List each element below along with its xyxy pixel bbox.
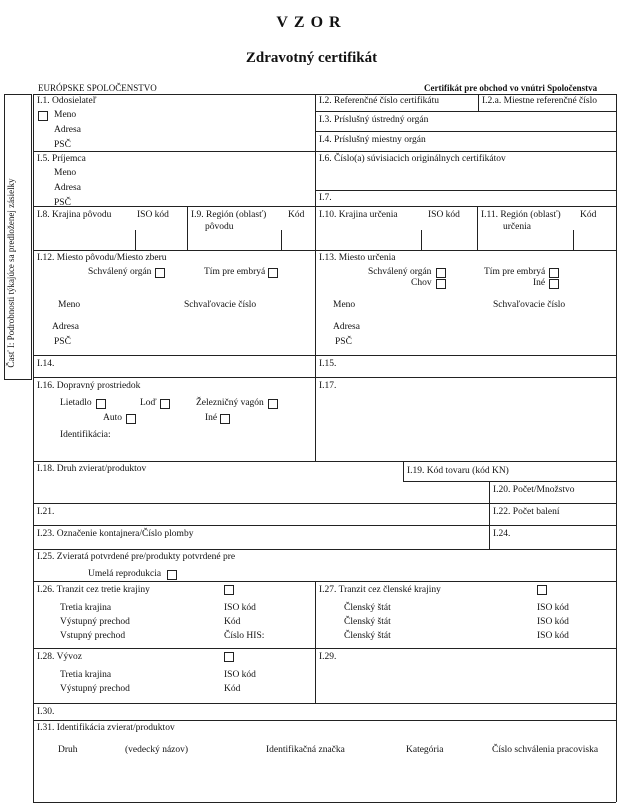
i27-clensky-1: Členský štát bbox=[344, 603, 391, 613]
i27-iso-3: ISO kód bbox=[537, 631, 569, 641]
i7-label: I.7. bbox=[319, 193, 332, 203]
row-line bbox=[315, 131, 616, 132]
row-line bbox=[33, 549, 616, 550]
i25-label: I.25. Zvieratá potvrdené pre/produkty potvrdené pre bbox=[37, 552, 236, 562]
side-label: Časť I: Podrobnosti týkajúce sa predloženej zásielky bbox=[6, 178, 16, 368]
row-line bbox=[33, 206, 616, 207]
i13-ine-checkbox[interactable] bbox=[549, 279, 559, 289]
row-line bbox=[33, 355, 616, 356]
row-line bbox=[33, 581, 616, 582]
i10-iso: ISO kód bbox=[428, 210, 460, 220]
i28-vystupny: Výstupný prechod bbox=[60, 684, 130, 694]
i26-kod: Kód bbox=[224, 617, 241, 627]
i13-chov: Chov bbox=[411, 278, 432, 288]
i13-tim: Tím pre embryá bbox=[484, 267, 546, 277]
i14-label: I.14. bbox=[37, 359, 55, 369]
i9-label2: pôvodu bbox=[205, 222, 234, 232]
i26-vystupny: Výstupný prechod bbox=[60, 617, 130, 627]
certificate-title: Zdravotný certifikát bbox=[245, 50, 378, 66]
row-line bbox=[33, 648, 616, 649]
i13-tim-checkbox[interactable] bbox=[549, 268, 559, 278]
row-line bbox=[403, 481, 616, 482]
i28-tretia: Tretia krajina bbox=[60, 670, 112, 680]
i29-label: I.29. bbox=[319, 652, 337, 662]
i31-kategoria: Kategória bbox=[406, 745, 444, 755]
i25-umela-checkbox[interactable] bbox=[167, 570, 177, 580]
i28-kod: Kód bbox=[224, 684, 241, 694]
i22-label: I.22. Počet balení bbox=[493, 507, 560, 517]
i16-label: I.16. Dopravný prostriedok bbox=[37, 381, 141, 391]
i12-meno: Meno bbox=[58, 300, 81, 310]
row-line bbox=[33, 503, 616, 504]
frame-bottom bbox=[33, 802, 616, 803]
i13-schvaleny-checkbox[interactable] bbox=[436, 268, 446, 278]
col-line bbox=[403, 461, 404, 481]
i31-vedecky: (vedecký názov) bbox=[125, 745, 189, 755]
i26-checkbox[interactable] bbox=[224, 585, 234, 595]
i11-kod: Kód bbox=[580, 210, 597, 220]
col-line bbox=[489, 481, 490, 549]
i12-label: I.12. Miesto pôvodu/Miesto zberu bbox=[37, 253, 167, 263]
row-line bbox=[33, 151, 315, 152]
i11-label: I.11. Región (oblasť) bbox=[481, 210, 561, 220]
i11-label2: určenia bbox=[503, 222, 531, 232]
i16-lietadlo: Lietadlo bbox=[60, 398, 92, 408]
i3-label: I.3. Príslušný ústredný orgán bbox=[319, 115, 429, 125]
i12-tim-checkbox[interactable] bbox=[268, 268, 278, 278]
i12-adresa: Adresa bbox=[52, 322, 79, 332]
i12-schval-cislo: Schvaľovacie číslo bbox=[184, 300, 257, 310]
i16-identifikacia: Identifikácia: bbox=[60, 430, 111, 440]
frame-top bbox=[33, 94, 616, 95]
i16-ine: Iné bbox=[205, 413, 218, 423]
i12-tim: Tím pre embryá bbox=[204, 267, 266, 277]
i8-label: I.8. Krajina pôvodu bbox=[37, 210, 112, 220]
i31-druh: Druh bbox=[58, 745, 78, 755]
i23-label: I.23. Označenie kontajnera/Číslo plomby bbox=[37, 529, 194, 539]
i27-label: I.27. Tranzit cez členské krajiny bbox=[319, 585, 441, 595]
i31-label: I.31. Identifikácia zvierat/produktov bbox=[37, 723, 175, 733]
i26-iso: ISO kód bbox=[224, 603, 256, 613]
i9-kod: Kód bbox=[288, 210, 305, 220]
row-line bbox=[315, 190, 616, 191]
i28-checkbox[interactable] bbox=[224, 652, 234, 662]
i28-label: I.28. Vývoz bbox=[37, 652, 82, 662]
frame-right bbox=[616, 94, 617, 802]
mid-divider-top bbox=[315, 94, 316, 461]
i17-label: I.17. bbox=[319, 381, 337, 391]
i4-label: I.4. Príslušný miestny orgán bbox=[319, 135, 426, 145]
i16-ine-checkbox[interactable] bbox=[220, 414, 230, 424]
col-line bbox=[421, 230, 422, 250]
i25-umela: Umelá reprodukcia bbox=[88, 569, 162, 579]
community-label: EURÓPSKE SPOLOČENSTVO bbox=[38, 83, 157, 93]
i13-meno: Meno bbox=[333, 300, 356, 310]
i28-iso: ISO kód bbox=[224, 670, 256, 680]
i5-meno: Meno bbox=[54, 168, 77, 178]
i13-chov-checkbox[interactable] bbox=[436, 279, 446, 289]
i1-psc: PSČ bbox=[54, 140, 71, 150]
i12-schvaleny-checkbox[interactable] bbox=[155, 268, 165, 278]
frame-left bbox=[33, 94, 34, 802]
i5-adresa: Adresa bbox=[54, 183, 81, 193]
i26-vstupny: Vstupný prechod bbox=[60, 631, 126, 641]
i1-adresa: Adresa bbox=[54, 125, 81, 135]
i21-label: I.21. bbox=[37, 507, 55, 517]
i26-label: I.26. Tranzit cez tretie krajiny bbox=[37, 585, 150, 595]
col-line bbox=[315, 581, 316, 703]
i2a-label: I.2.a. Miestne referenčné číslo bbox=[482, 96, 598, 106]
i16-auto-checkbox[interactable] bbox=[126, 414, 136, 424]
i1-checkbox[interactable] bbox=[38, 111, 48, 121]
i16-vagon: Železničný vagón bbox=[196, 398, 264, 408]
row-line bbox=[315, 111, 616, 112]
i18-label: I.18. Druh zvierat/produktov bbox=[37, 464, 147, 474]
i13-ine: Iné bbox=[533, 278, 546, 288]
i27-clensky-2: Členský štát bbox=[344, 617, 391, 627]
i16-lod-checkbox[interactable] bbox=[160, 399, 170, 409]
i13-adresa: Adresa bbox=[333, 322, 360, 332]
col-line bbox=[573, 230, 574, 250]
i26-tretia: Tretia krajina bbox=[60, 603, 112, 613]
col-line bbox=[135, 230, 136, 250]
i13-schvaleny: Schválený orgán bbox=[368, 267, 432, 277]
i13-schval-cislo: Schvaľovacie číslo bbox=[493, 300, 566, 310]
row-line bbox=[33, 461, 616, 462]
i12-schvaleny: Schválený orgán bbox=[88, 267, 152, 277]
col-line bbox=[281, 230, 282, 250]
row-line bbox=[33, 377, 616, 378]
i24-label: I.24. bbox=[493, 529, 511, 539]
col-line bbox=[187, 206, 188, 250]
i5-label: I.5. Príjemca bbox=[37, 154, 86, 164]
i1-meno: Meno bbox=[54, 110, 77, 120]
i5-psc: PSČ bbox=[54, 198, 71, 208]
certificate-type-label: Certifikát pre obchod vo vnútri Spoločenstva bbox=[424, 83, 598, 93]
i31-pracovisko: Číslo schválenia pracoviska bbox=[492, 745, 599, 755]
i8-iso: ISO kód bbox=[137, 210, 169, 220]
i15-label: I.15. bbox=[319, 359, 337, 369]
row-line bbox=[315, 151, 616, 152]
i16-vagon-checkbox[interactable] bbox=[268, 399, 278, 409]
i27-iso-2: ISO kód bbox=[537, 617, 569, 627]
i19-label: I.19. Kód tovaru (kód KN) bbox=[407, 466, 509, 476]
row-line bbox=[33, 250, 616, 251]
i10-label: I.10. Krajina určenia bbox=[319, 210, 398, 220]
i16-lod: Loď bbox=[140, 398, 157, 408]
i27-checkbox[interactable] bbox=[537, 585, 547, 595]
row-line bbox=[33, 720, 616, 721]
i31-znacka: Identifikačná značka bbox=[266, 745, 345, 755]
i16-lietadlo-checkbox[interactable] bbox=[96, 399, 106, 409]
i20-label: I.20. Počet/Množstvo bbox=[493, 485, 575, 495]
i12-psc: PSČ bbox=[54, 337, 71, 347]
i2a-divider bbox=[478, 94, 479, 111]
page-title: VZOR bbox=[276, 14, 347, 31]
i13-label: I.13. Miesto určenia bbox=[319, 253, 396, 263]
i1-label: I.1. Odosielateľ bbox=[37, 96, 97, 106]
i9-label: I.9. Región (oblasť) bbox=[191, 210, 267, 220]
i13-psc: PSČ bbox=[335, 337, 352, 347]
i26-his: Číslo HIS: bbox=[224, 631, 265, 641]
i30-label: I.30. bbox=[37, 707, 55, 717]
row-line bbox=[33, 703, 616, 704]
row-line bbox=[33, 525, 616, 526]
col-line bbox=[477, 206, 478, 250]
i2-label: I.2. Referenčné číslo certifikátu bbox=[319, 96, 440, 106]
i27-clensky-3: Členský štát bbox=[344, 631, 391, 641]
i16-auto: Auto bbox=[103, 413, 122, 423]
i27-iso-1: ISO kód bbox=[537, 603, 569, 613]
i6-label: I.6. Číslo(a) súvisiacich originálnych certifikátov bbox=[319, 154, 506, 164]
